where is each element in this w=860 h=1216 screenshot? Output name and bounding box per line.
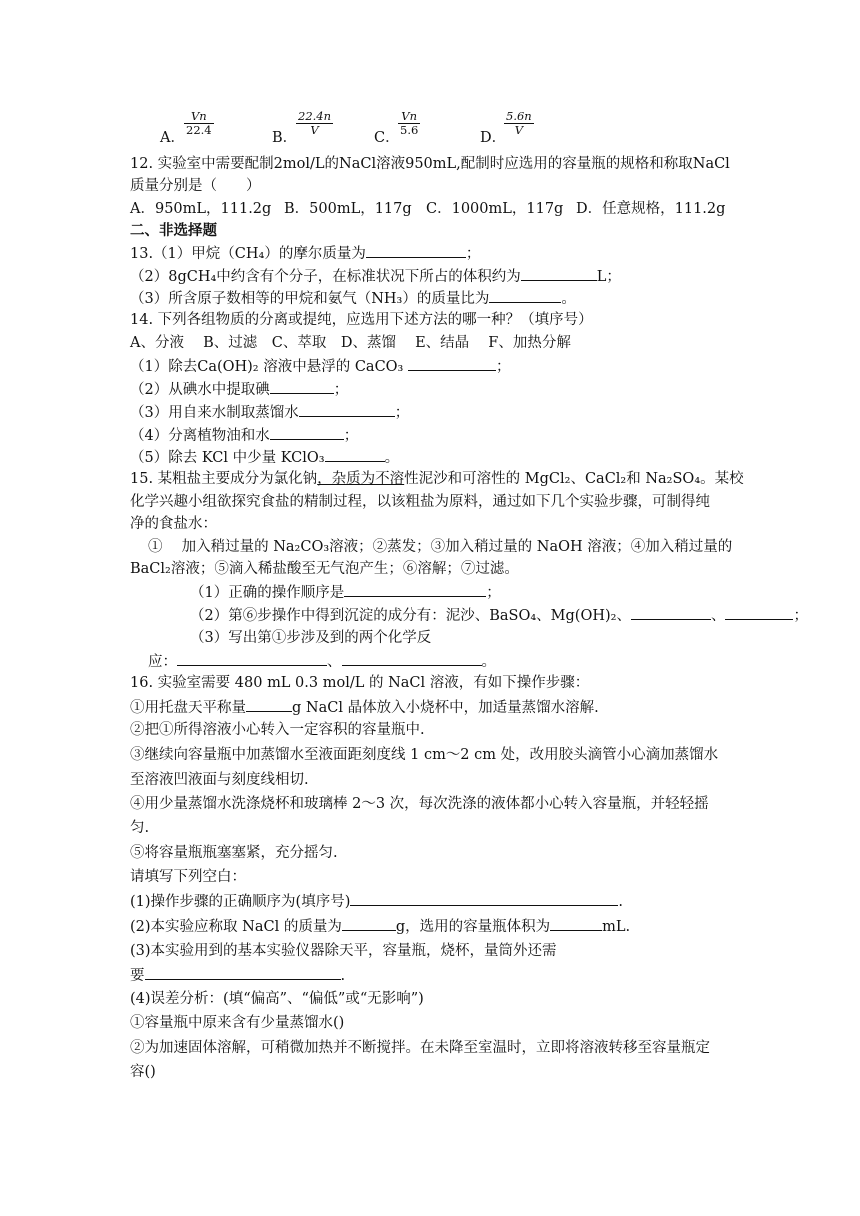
q16-part-3b bbox=[130, 965, 736, 986]
q13-part-1-text: 13.（1）甲烷（CH₄）的摩尔质量为 bbox=[130, 246, 366, 262]
q16-step-4a: ④用少量蒸馏水洗涤烧杯和玻璃棒 2～3 次，每次洗涤的液体都小心转入容量瓶，并轻轻摇 bbox=[130, 796, 709, 812]
q15-sub-2 bbox=[190, 605, 808, 626]
q14-item-2 bbox=[130, 379, 736, 400]
punctuation: 。 bbox=[561, 291, 576, 307]
punctuation: 。 bbox=[384, 450, 400, 466]
q12-option-b: B．500mL，117g bbox=[284, 201, 412, 217]
q12-option-d: D．任意规格，111.2g bbox=[576, 201, 726, 217]
answer-blank[interactable] bbox=[299, 402, 395, 417]
fraction-denominator: 22.4 bbox=[186, 123, 212, 137]
q16-step-1 bbox=[130, 697, 736, 718]
q15-steps-line-1: ① 加入稍过量的 Na₂CO₃溶液；②蒸发；③加入稍过量的 NaOH 溶液；④加入稍过量的 bbox=[148, 539, 733, 555]
q15-line-3: 净的食盐水： bbox=[130, 516, 217, 532]
q16-part-4: (4)误差分析：(填“偏高”、“偏低”或“无影响”) bbox=[130, 991, 424, 1007]
q13-part-2-text: （2）8gCH₄中约含有个分子，在标准状况下所占的体积约为 bbox=[130, 269, 521, 285]
fraction-denominator: 5.6 bbox=[400, 123, 419, 137]
punctuation: . bbox=[618, 894, 623, 910]
section-heading: 二、非选择题 bbox=[130, 222, 217, 239]
q16-part-text: (2)本实验应称取 NaCl 的质量为 bbox=[130, 919, 342, 935]
answer-blank[interactable] bbox=[325, 447, 385, 462]
q16-step-3b: 至溶液凹液面与刻度线相切. bbox=[130, 772, 309, 788]
q15-sub-3: （3）写出第①步涉及到的两个化学反 bbox=[190, 630, 432, 646]
q16-part-3a: (3)本实验用到的基本实验仪器除天平，容量瓶，烧杯，量筒外还需 bbox=[130, 943, 557, 959]
q11-option-c-fraction bbox=[398, 110, 420, 137]
q12-option-c: C．1000mL，117g bbox=[426, 201, 564, 217]
q14-title: 14. 下列各组物质的分离或提纯，应选用下述方法的哪一种？（填序号） bbox=[130, 312, 593, 328]
q15-steps-line-2: BaCl₂溶液；⑤滴入稀盐酸至无气泡产生；⑥溶解；⑦过滤。 bbox=[130, 561, 519, 577]
answer-blank[interactable] bbox=[145, 965, 341, 980]
unit-text: L； bbox=[596, 269, 621, 285]
q14-item-5 bbox=[130, 447, 736, 468]
q15-text: 15. 某粗盐主要成分为氯化钠 bbox=[130, 471, 318, 487]
q14-item-5-text: （5）除去 KCl 中少量 KClO₃ bbox=[130, 450, 325, 466]
punctuation: 、 bbox=[327, 654, 342, 670]
answer-blank[interactable] bbox=[521, 266, 597, 281]
q15-line-2: 化学兴趣小组欲探究食盐的精制过程，以该粗盐为原料，通过如下几个实验步骤，可制得纯 bbox=[130, 494, 710, 510]
q13-part-3 bbox=[130, 288, 736, 309]
q15-sub-1 bbox=[190, 582, 796, 603]
answer-blank[interactable] bbox=[177, 651, 327, 666]
answer-blank[interactable] bbox=[408, 356, 496, 371]
answer-blank[interactable] bbox=[350, 891, 618, 906]
q13-part-2 bbox=[130, 266, 736, 287]
q11-option-b-label: B． bbox=[272, 130, 298, 146]
q14-item-4 bbox=[130, 425, 736, 446]
q15-sub-1-text: （1）正确的操作顺序是 bbox=[190, 585, 345, 601]
q13-part-1 bbox=[130, 243, 736, 264]
q11-option-d-fraction bbox=[504, 110, 534, 137]
punctuation: ； bbox=[343, 428, 359, 444]
answer-blank[interactable] bbox=[366, 243, 466, 258]
q15-line-1 bbox=[130, 469, 744, 489]
q16-title: 16. 实验室需要 480 mL 0.3 mol/L 的 NaCl 溶液，有如下操作步骤： bbox=[130, 675, 590, 691]
fraction-numerator: Vn bbox=[398, 110, 420, 124]
q11-option-a-fraction bbox=[184, 110, 214, 137]
underlined-text: ，杂质为不溶 bbox=[317, 471, 405, 487]
q15-sub-3-answer bbox=[148, 651, 754, 672]
q16-error-2b: 容() bbox=[130, 1064, 156, 1080]
q16-part-text: g，选用的容量瓶体积为 bbox=[395, 919, 551, 935]
q16-part-1 bbox=[130, 891, 736, 912]
q12-line-1: 12. 实验室中需要配制2mol/L的NaCl溶液950mL,配制时应选用的容量瓶的规格和称取NaCl bbox=[130, 156, 730, 172]
fraction-numerator: Vn bbox=[184, 110, 214, 124]
q16-fill-instruction: 请填写下列空白： bbox=[130, 869, 246, 885]
answer-blank[interactable] bbox=[342, 916, 396, 931]
q16-error-2a: ②为加速固体溶解，可稍微加热并不断搅拌。在未降至室温时，立即将溶液转移至容量瓶定 bbox=[130, 1040, 710, 1056]
punctuation: ； bbox=[495, 359, 511, 375]
q14-item-1-text: （1）除去Ca(OH)₂ 溶液中悬浮的 CaCO₃ bbox=[130, 359, 408, 375]
fraction-denominator: V bbox=[310, 123, 319, 137]
answer-blank[interactable] bbox=[270, 379, 334, 394]
q14-item-2-text: （2）从碘水中提取碘 bbox=[130, 382, 270, 398]
q11-option-a-label: A． bbox=[160, 130, 185, 146]
answer-blank[interactable] bbox=[246, 697, 292, 712]
answer-blank[interactable] bbox=[342, 651, 482, 666]
fraction-denominator: V bbox=[514, 123, 523, 137]
punctuation: ； bbox=[394, 405, 410, 421]
q15-sub-3-text: 应： bbox=[148, 654, 177, 670]
q15-text: 性泥沙和可溶性的 MgCl₂、CaCl₂和 Na₂SO₄。某校 bbox=[404, 471, 744, 487]
unit-text: mL. bbox=[602, 919, 631, 935]
q16-step-4b: 匀. bbox=[130, 820, 150, 836]
fraction-numerator: 22.4n bbox=[298, 109, 332, 123]
q11-option-b-fraction bbox=[296, 110, 333, 137]
answer-blank[interactable] bbox=[270, 425, 344, 440]
q11-option-c-label: C． bbox=[374, 130, 400, 146]
q12-options bbox=[130, 199, 736, 219]
q14-item-4-text: （4）分离植物油和水 bbox=[130, 428, 270, 444]
q16-step-2: ②把①所得溶液小心转入一定容积的容量瓶中. bbox=[130, 722, 425, 738]
answer-blank[interactable] bbox=[725, 605, 793, 620]
q14-item-3 bbox=[130, 402, 736, 423]
q16-part-2 bbox=[130, 916, 736, 937]
q13-part-3-text: （3）所含原子数相等的甲烷和氨气（NH₃）的质量比为 bbox=[130, 291, 490, 307]
punctuation: . bbox=[340, 968, 346, 984]
punctuation: 、 bbox=[710, 608, 726, 624]
punctuation: ； bbox=[486, 585, 501, 601]
punctuation: 。 bbox=[481, 654, 496, 670]
q12-option-a: A．950mL，111.2g bbox=[130, 201, 272, 217]
q14-item-3-text: （3）用自来水制取蒸馏水 bbox=[130, 405, 299, 421]
answer-blank[interactable] bbox=[631, 605, 711, 620]
q14-methods: A、分液 B、过滤 C、萃取 D、蒸馏 E、结晶 F、加热分解 bbox=[130, 335, 571, 351]
q11-option-d-label: D． bbox=[480, 130, 507, 146]
punctuation: ； bbox=[793, 608, 808, 624]
punctuation: ； bbox=[333, 382, 349, 398]
q16-step-5: ⑤将容量瓶瓶塞塞紧，充分摇匀. bbox=[130, 845, 338, 861]
q16-step-text: g NaCl 晶体放入小烧杯中，加适量蒸馏水溶解. bbox=[292, 700, 599, 716]
q16-part-text: (1)操作步骤的正确顺序为(填序号) bbox=[130, 894, 351, 910]
punctuation: ； bbox=[465, 246, 481, 262]
q16-step-text: ①用托盘天平称量 bbox=[130, 700, 246, 716]
q16-part-text: 要 bbox=[130, 968, 145, 984]
q15-sub-2-text: （2）第⑥步操作中得到沉淀的成分有：泥沙、BaSO₄、Mg(OH)₂、 bbox=[190, 608, 631, 624]
q12-line-2: 质量分别是（ ） bbox=[130, 178, 261, 194]
answer-blank[interactable] bbox=[344, 582, 486, 597]
q14-item-1 bbox=[130, 356, 736, 377]
fraction-numerator: 5.6n bbox=[506, 109, 532, 123]
q16-step-3a: ③继续向容量瓶中加蒸馏水至液面距刻度线 1 cm～2 cm 处，改用胶头滴管小心滴加蒸馏水 bbox=[130, 747, 719, 763]
answer-blank[interactable] bbox=[489, 288, 561, 303]
answer-blank[interactable] bbox=[550, 916, 602, 931]
q16-error-1: ①容量瓶中原来含有少量蒸馏水() bbox=[130, 1015, 345, 1031]
